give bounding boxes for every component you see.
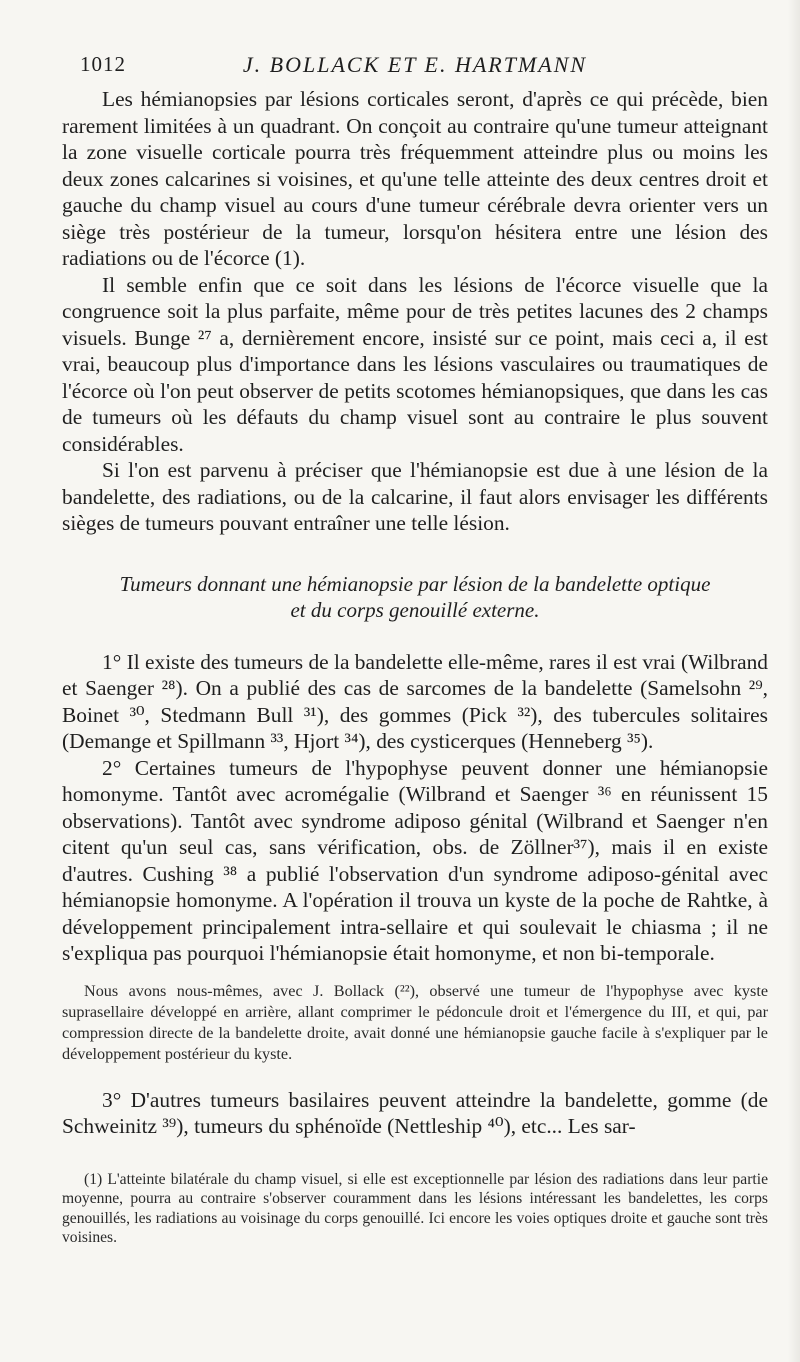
book-page [62, 52, 768, 1248]
page-header [62, 52, 768, 86]
section-title [62, 571, 768, 623]
paragraph: 1° Il existe des tumeurs de la bandelette elle-même, rares il est vrai (Wilbrand et Saenger ²⁸). On a publié des cas de sarcomes de la bandelette (Samelsohn ²⁹, Boinet ³⁰, Stedmann Bull ³¹), des gommes (Pick ³²), des tubercules solitaires (Demange et Spillmann ³³, Hjort ³⁴), des cysticerques (Henneberg ³⁵). [62, 649, 768, 753]
paragraph: Il semble enfin que ce soit dans les lésions de l'écorce visuelle que la congruence soit la plus parfaite, même pour de très petites lacunes des 2 champs visuels. Bunge ²⁷ a, dernièrement encore, insisté sur ce point, mais ceci a, il est vrai, beaucoup plus d'importance dans les lésions vasculaires ou traumatiques de l'écorce où l'on peut observer de petits scotomes hémianopsiques, que dans les cas de tumeurs où les défauts du champ visuel sont au contraire le plus souvent considérables. [62, 272, 768, 456]
running-title: J. BOLLACK ET E. HARTMANN [242, 52, 588, 77]
page-number: 1012 [80, 52, 126, 76]
footnote: (1) L'atteinte bilatérale du champ visuel, si elle est exceptionnelle par lésion des radiations dans leur partie moyenne, pourra au contraire s'observer couramment dans les lésions intéressant les bandelettes, les corps genouillés, les radiations au voisinage du corps genouillé. Ici encore les voies optiques droite et gauche sont très voisines. [62, 1170, 768, 1246]
main-text [62, 86, 768, 1248]
page-edge-shadow [788, 0, 800, 1362]
paragraph: 3° D'autres tumeurs basilaires peuvent atteindre la bandelette, gomme (de Schweinitz ³⁹), tumeurs du sphénoïde (Nettleship ⁴⁰), etc... Les sar- [62, 1087, 768, 1138]
paragraph: Si l'on est parvenu à préciser que l'hémianopsie est due à une lésion de la bandelette, des radiations, ou de la calcarine, il faut alors envisager les différents sièges de tumeurs pouvant entraîner une telle lésion. [62, 458, 768, 535]
section-title-line: Tumeurs donnant une hémianopsie par lésion de la bandelette optique [119, 571, 711, 596]
small-print-note: Nous avons nous-mêmes, avec J. Bollack (²²), observé une tumeur de l'hypophyse avec kyste suprasellaire développé en arrière, allant comprimer le pédoncule droit et l'émergence du III, et qui, par compression directe de la bandelette droite, avait donné une hémianopsie gauche facile à s'expliquer par le développement postérieur du kyste. [62, 981, 768, 1063]
section-title-line: et du corps genouillé externe. [290, 597, 540, 622]
paragraph: 2° Certaines tumeurs de l'hypophyse peuvent donner une hémianopsie homonyme. Tantôt avec acromégalie (Wilbrand et Saenger ³⁶ en réunissent 15 observations). Tantôt avec syndrome adiposo génital (Wilbrand et Saenger n'en citent qu'un seul cas, sans vérification, obs. de Zöllner³⁷), mais il en existe d'autres. Cushing ³⁸ a publié l'observation d'un syndrome adiposo-génital avec hémianopsie homonyme. A l'opération il trouva un kyste de la poche de Rahtke, à développement principalement intra-sellaire et qui soulevait le chiasma ; il ne s'expliqua pas pourquoi l'hémianopsie était homonyme, et non bi-temporale. [62, 755, 768, 965]
paragraph: Les hémianopsies par lésions corticales seront, d'après ce qui précède, bien rarement limitées à un quadrant. On conçoit au contraire qu'une tumeur atteignant la zone visuelle corticale pourra très fréquemment atteindre plus ou moins les deux zones calcarines si voisines, et qu'une telle atteinte des deux centres droit et gauche du champ visuel au cours d'une tumeur cérébrale devra orienter vers un siège très postérieur de la tumeur, lorsqu'on hésitera entre une lésion des radiations ou de l'écorce (1). [62, 87, 768, 270]
